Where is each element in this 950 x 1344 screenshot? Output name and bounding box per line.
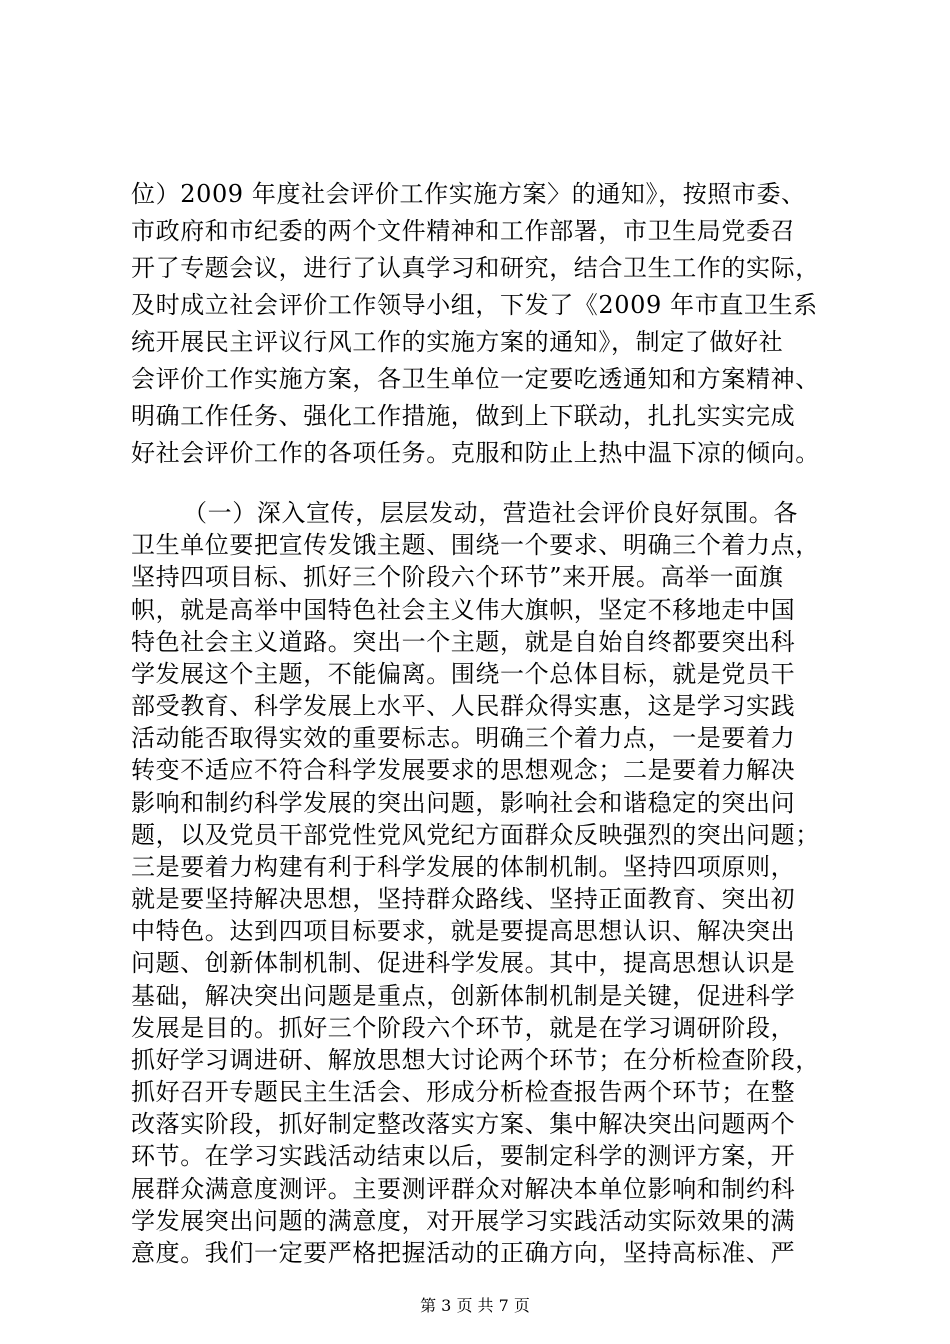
text-line: 转变不适应不符合科学发展要求的思想观念；二是要着力解决 [131, 756, 796, 784]
text-line: 影响和制约科学发展的突出问题，影响社会和谐稳定的突出问 [131, 789, 796, 817]
text-line: 开了专题会议，进行了认真学习和研究，结合卫生工作的实际， [131, 254, 820, 282]
text-line: 学发展突出问题的满意度，对开展学习实践活动实际效果的满 [131, 1207, 796, 1235]
text-line: 学发展这个主题，不能偏离。围绕一个总体目标，就是党员干 [131, 660, 796, 688]
text-line: 题，以及党员干部党性党风党纪方面群众反映强烈的突出问题； [131, 821, 820, 849]
text-line: 就是要坚持解决思想，坚持群众路线、坚持正面教育、突出初 [131, 885, 796, 913]
text-line: 抓好学习调进研、解放思想大讨论两个环节；在分析检查阶段， [131, 1046, 820, 1074]
text-line: 明确工作任务、强化工作措施，做到上下联动，扎扎实实完成 [131, 402, 796, 430]
text-line: 坚持四项目标、抓好三个阶段六个环节”来开展。高举一面旗 [131, 563, 784, 591]
text-line: 部受教育、科学发展上水平、人民群众得实惠，这是学习实践 [131, 692, 796, 720]
text-line: 会评价工作实施方案，各卫生单位一定要吃透通知和方案精神、 [131, 365, 820, 393]
text-line: 环节。在学习实践活动结束以后，要制定科学的测评方案，开 [131, 1142, 796, 1170]
text-line: 三是要着力构建有利于科学发展的体制机制。坚持四项原则， [131, 853, 796, 881]
text-line: 位）2009 年度社会评价工作实施方案〉的通知》，按照市委、 [131, 180, 806, 208]
text-line: 活动能否取得实效的重要标志。明确三个着力点，一是要着力 [131, 724, 796, 752]
text-line: 意度。我们一定要严格把握活动的正确方向，坚持高标准、严 [131, 1239, 796, 1267]
text-line: 发展是目的。抓好三个阶段六个环节，就是在学习调研阶段， [131, 1014, 796, 1042]
text-line: 改落实阶段，抓好制定整改落实方案、集中解决突出问题两个 [131, 1110, 796, 1138]
text-line: 基础，解决突出问题是重点，创新体制机制是关键，促进科学 [131, 982, 796, 1010]
text-line: 中特色。达到四项目标要求，就是要提高思想认识、解决突出 [131, 917, 796, 945]
text-line: 问题、创新体制机制、促进科学发展。其中，提高思想认识是 [131, 949, 796, 977]
text-line: 帜，就是高举中国特色社会主义伟大旗帜，坚定不移地走中国 [131, 596, 796, 624]
text-line: 特色社会主义道路。突出一个主题，就是自始自终都要突出科 [131, 628, 796, 656]
text-line: 好社会评价工作的各项任务。克服和防止上热中温下凉的倾向。 [131, 439, 820, 467]
text-line: 及时成立社会评价工作领导小组，下发了《2009 年市直卫生系 [131, 291, 818, 319]
page-number-footer: 第 3 页 共 7 页 [420, 1296, 530, 1315]
text-line: 市政府和市纪委的两个文件精神和工作部署，市卫生局党委召 [131, 217, 796, 245]
text-line: 统开展民主评议行风工作的实施方案的通知》，制定了做好社 [131, 328, 784, 356]
text-line: （一）深入宣传，层层发动，营造社会评价良好氛围。各 [183, 499, 798, 527]
text-line: 卫生单位要把宣传发饿主题、围绕一个要求、明确三个着力点， [131, 531, 820, 559]
text-line: 展群众满意度测评。主要测评群众对解决本单位影响和制约科 [131, 1175, 796, 1203]
text-line: 抓好召开专题民主生活会、形成分析检查报告两个环节；在整 [131, 1078, 796, 1106]
